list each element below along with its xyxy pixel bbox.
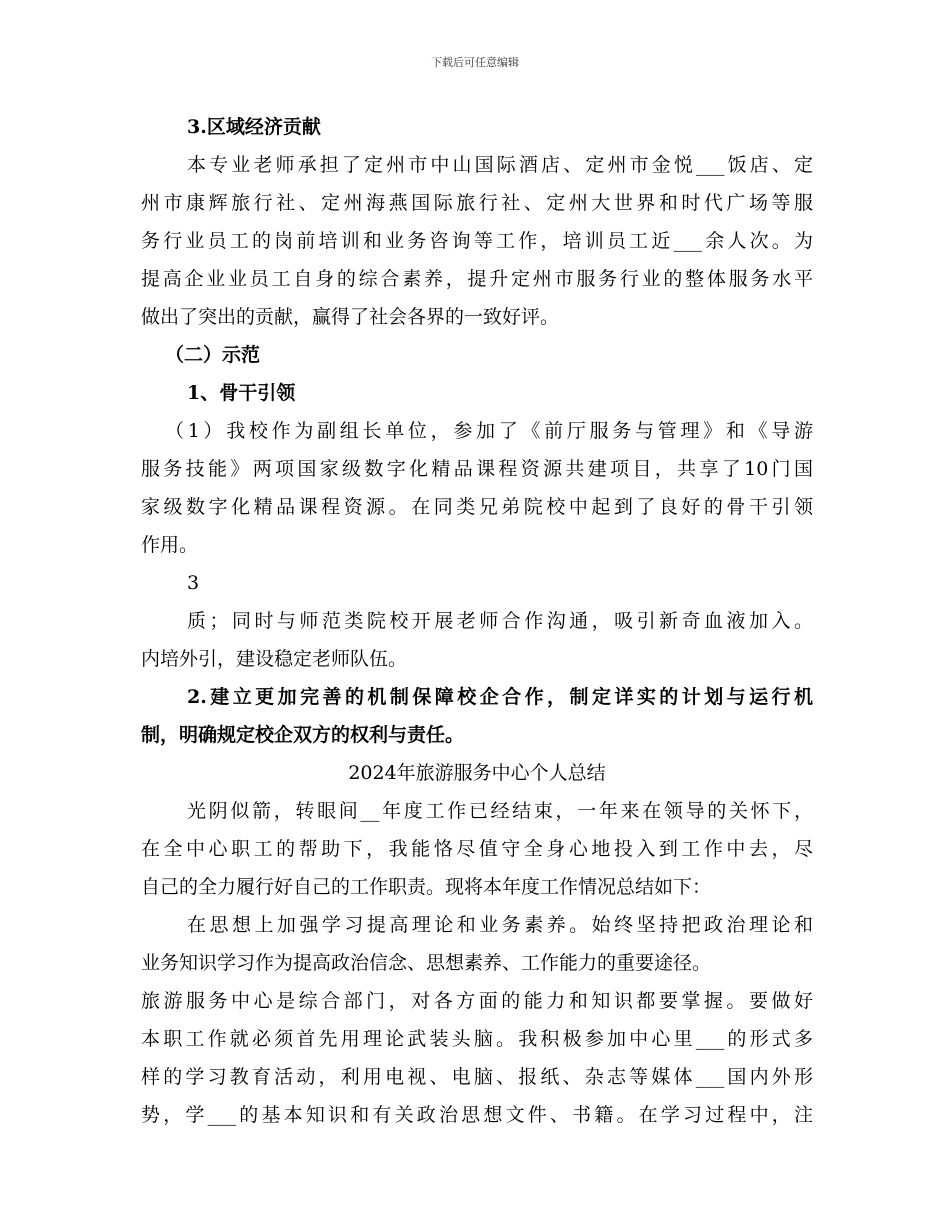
- paragraph-line: 样的学习教育活动，利用电视、电脑、报纸、杂志等媒体___国内外形: [141, 1066, 813, 1088]
- subsection-heading: 1、骨干引领: [187, 382, 296, 404]
- bold-paragraph-line: 2.建立更加完善的机制保障校企合作，制定详实的计划与运行机: [187, 686, 813, 708]
- paragraph-line: 光阴似箭，转眼间__年度工作已经结束，一年来在领导的关怀下，: [187, 800, 813, 822]
- paragraph-line: 提高企业业员工自身的综合素养，提升定州市服务行业的整体服务水平: [141, 268, 813, 290]
- paragraph-line: 质；同时与师范类院校开展老师合作沟通，吸引新奇血液加入。: [187, 610, 813, 632]
- paragraph-line: 本专业老师承担了定州市中山国际酒店、定州市金悦___饭店、定: [187, 154, 813, 176]
- section-heading: （二）示范: [165, 344, 261, 366]
- paragraph-line: 内培外引，建设稳定老师队伍。: [141, 648, 408, 670]
- paragraph-line: 本职工作就必须首先用理论武装头脑。我积极参加中心里___的形式多: [141, 1028, 813, 1050]
- paragraph-line: 家级数字化精品课程资源。在同类兄弟院校中起到了良好的骨干引领: [141, 496, 813, 518]
- paragraph-line: 旅游服务中心是综合部门，对各方面的能力和知识都要掌握。要做好: [141, 990, 813, 1012]
- paragraph-line: 做出了突出的贡献，赢得了社会各界的一致好评。: [141, 306, 560, 328]
- paragraph-line: 作用。: [141, 534, 199, 556]
- paragraph-line: 在全中心职工的帮助下，我能恪尽值守全身心地投入到工作中去，尽: [141, 838, 813, 860]
- paragraph-line: 势，学___的基本知识和有关政治思想文件、书籍。在学习过程中，注: [141, 1104, 813, 1126]
- page-header: 下载后可任意编辑: [431, 56, 519, 69]
- paragraph-line: 在思想上加强学习提高理论和业务素养。始终坚持把政治理论和: [187, 914, 813, 936]
- paragraph-line: （1）我校作为副组长单位，参加了《前厅服务与管理》和《导游: [165, 420, 813, 442]
- page-number: 3: [187, 572, 200, 594]
- document-body: [141, 108, 813, 1134]
- paragraph-line: 州市康辉旅行社、定州海燕国际旅行社、定州大世界和时代广场等服: [141, 192, 813, 214]
- paragraph-line: 服务技能》两项国家级数字化精品课程资源共建项目，共享了10门国: [141, 458, 813, 480]
- document-title: 2024年旅游服务中心个人总结: [348, 762, 606, 784]
- paragraph-line: 业务知识学习作为提高政治信念、思想素养、工作能力的重要途径。: [141, 952, 712, 974]
- paragraph-line: 务行业员工的岗前培训和业务咨询等工作，培训员工近___余人次。为: [141, 230, 813, 252]
- paragraph-line: 自己的全力履行好自己的工作职责。现将本年度工作情况总结如下：: [141, 876, 712, 898]
- section-heading: 3.区域经济贡献: [187, 116, 321, 138]
- bold-paragraph-line: 制，明确规定校企双方的权利与责任。: [141, 724, 465, 746]
